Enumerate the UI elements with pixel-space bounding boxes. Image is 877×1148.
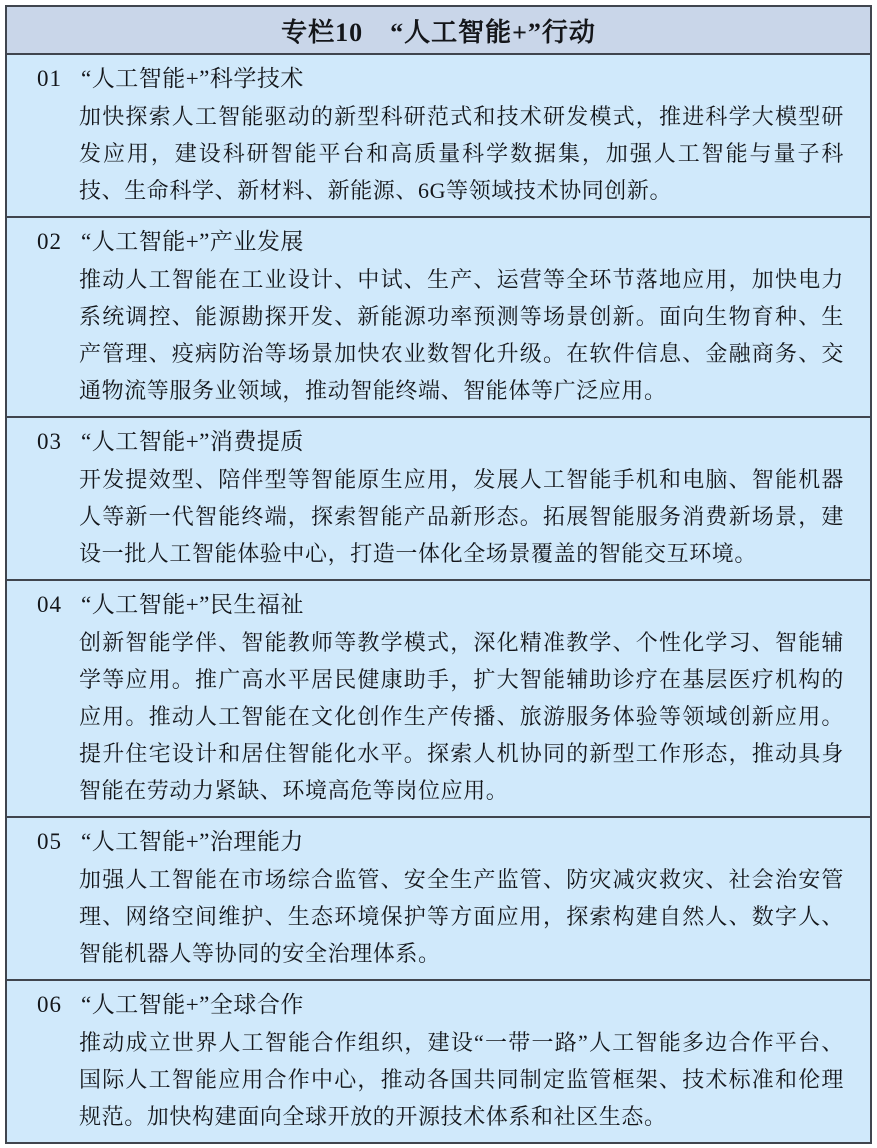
section-heading [7,60,844,98]
section-heading [7,586,844,624]
section-title: “人工智能+”民生福祉 [81,592,304,617]
section-03-consumption-quality [7,416,870,579]
section-heading [7,423,844,461]
section-heading [7,823,844,861]
section-05-governance-capacity [7,816,870,979]
section-title: “人工智能+”产业发展 [81,229,304,254]
section-number: 04 [37,592,62,617]
section-title: “人工智能+”治理能力 [81,829,304,854]
section-heading [7,223,844,261]
column-panel [5,5,872,1144]
section-title: “人工智能+”全球合作 [81,992,304,1017]
section-04-livelihood-welfare [7,579,870,816]
section-body: 加快探索人工智能驱动的新型科研范式和技术研发模式，推进科学大模型研发应用，建设科研智能平台和高质量科学数据集，加强人工智能与量子科技、生命科学、新材料、新能源、6G等领域技术协同创新。 [79,104,844,203]
section-body: 开发提效型、陪伴型等智能原生应用，发展人工智能手机和电脑、智能机器人等新一代智能终端，探索智能产品新形态。拓展智能服务消费新场景，建设一批人工智能体验中心，打造一体化全场景覆盖的智能交互环境。 [79,467,844,566]
section-number: 05 [37,829,62,854]
section-title: “人工智能+”科学技术 [81,66,304,91]
section-number: 06 [37,992,62,1017]
section-body: 推动成立世界人工智能合作组织，建设“一带一路”人工智能多边合作平台、国际人工智能应用合作中心，推动各国共同制定监管框架、技术标准和伦理规范。加快构建面向全球开放的开源技术体系和社区生态。 [79,1030,844,1129]
section-number: 01 [37,66,62,91]
panel-header [7,7,870,55]
section-body: 推动人工智能在工业设计、中试、生产、运营等全环节落地应用，加快电力系统调控、能源勘探开发、新能源功率预测等场景创新。面向生物育种、生产管理、疫病防治等场景加快农业数智化升级。在软件信息、金融商务、交通物流等服务业领域，推动智能终端、智能体等广泛应用。 [79,267,844,403]
section-body: 创新智能学伴、智能教师等教学模式，深化精准教学、个性化学习、智能辅学等应用。推广高水平居民健康助手，扩大智能辅助诊疗在基层医疗机构的应用。推动人工智能在文化创作生产传播、旅游服务体验等领域创新应用。提升住宅设计和居住智能化水平。探索人机协同的新型工作形态，推动具身智能在劳动力紧缺、环境高危等岗位应用。 [79,630,844,803]
section-number: 02 [37,229,62,254]
panel-title: 专栏10 “人工智能+”行动 [281,17,596,47]
section-06-global-cooperation [7,979,870,1142]
section-title: “人工智能+”消费提质 [81,429,304,454]
section-02-industry-development [7,216,870,416]
section-01-science-technology [7,55,870,216]
section-heading [7,986,844,1024]
section-number: 03 [37,429,62,454]
section-body: 加强人工智能在市场综合监管、安全生产监管、防灾减灾救灾、社会治安管理、网络空间维护、生态环境保护等方面应用，探索构建自然人、数字人、智能机器人等协同的安全治理体系。 [79,867,844,966]
